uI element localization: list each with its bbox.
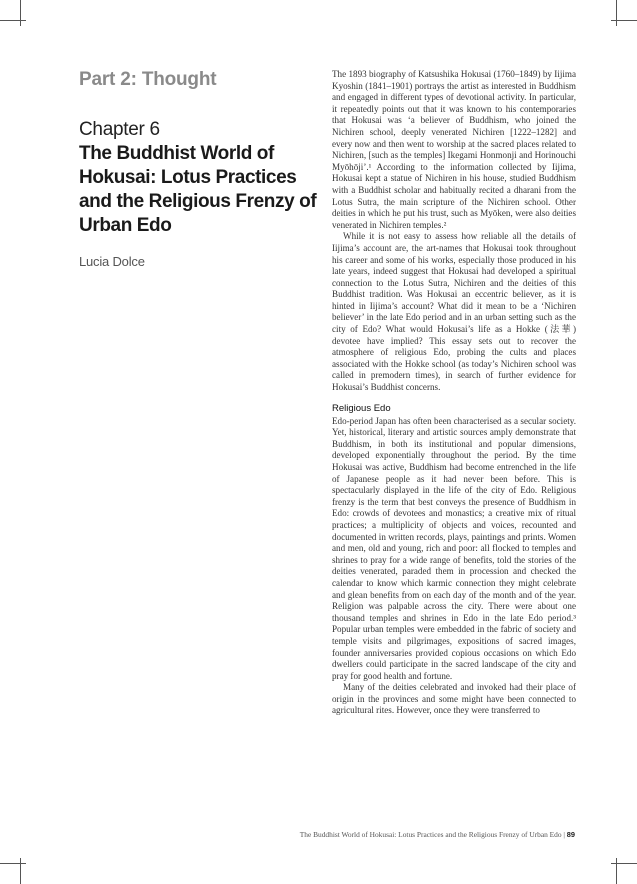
crop-mark-top-left (20, 0, 21, 26)
crop-mark-top-right-h (611, 20, 637, 21)
crop-mark-bottom-right (616, 858, 617, 884)
crop-mark-bottom-left (20, 858, 21, 884)
page-footer (300, 830, 575, 839)
running-title: The Buddhist World of Hokusai: Lotus Practices and the Religious Frenzy of Urban Edo (299, 830, 562, 839)
paragraph: Edo-period Japan has often been characterised as a secular society. Yet, historical, literary and artistic sources amply demonstrate that Buddhism, in both its institutional and popular dimensions, developed exponentially throughout the period. By the time Hokusai was active, Buddhism had become entrenched in the life of Japanese people as it had never been before. This is spectacularly displayed in the life of the city of Edo. Religious frenzy is the term that best conveys the presence of Buddhism in Edo: crowds of devotees and monastics; a creative mix of ritual practices; a multiplicity of objects and voices, recounted and documented in written records, plays, paintings and prints. Women and men, old and young, rich and poor: all flocked to temples and shrines to pray for a wide range of benefits, told the stories of the deities venerated, paraded them in procession and checked the calendar to know which karmic connection they might celebrate and glean benefits from on each day of the month and of the year. Religion was palpable across the city. There were about one thousand temples and shrines in Edo in the late Edo period.³ Popular urban temples were embedded in the fabric of society and temple visits and pilgrimages, expositions of sacred images, founder anniversaries provided copious occasions on which Edo dwellers could participate in the sacred landscape of the city and pray for good health and fortune. (332, 415, 576, 681)
crop-mark-bottom-right-h (611, 863, 637, 864)
footer-separator: | (563, 830, 565, 839)
chapter-title: The Buddhist World of Hokusai: Lotus Practices and the Religious Frenzy of Urban Edo (79, 143, 317, 236)
chapter-number: Chapter 6 (79, 119, 160, 140)
crop-mark-bottom-left-h (0, 863, 26, 864)
paragraph: The 1893 biography of Katsushika Hokusai (1760–1849) by Iijima Kyoshin (1841–1901) portrays the artist as interested in Buddhism and engaged in different types of devotional activity. In particular, it repeatedly points out that it was known to his contemporaries that Hokusai was ‘a believer of Buddhism, who joined the Nichiren school, deeply venerated Nichiren [1222–1282] and every now and then went to worship at the sacred places related to Nichiren, [such as the temples] Ikegami Honmonji and Horinouchi Myōhōji’.¹ According to the information collected by Iijima, Hokusai kept a statue of Nichiren in his house, studied Buddhism with a Buddhist scholar and habitually recited a dharani from the Lotus Sutra, the main scripture of the Nichiren school. Other deities in which he put his trust, such as Myōken, were also deities venerated in Nichiren temples.² (332, 69, 576, 230)
chapter-header (79, 68, 324, 269)
part-title: Part 2: Thought (79, 69, 217, 90)
paragraph: While it is not easy to assess how reliable all the details of Iijima’s account are, the art-names that Hokusai took throughout his career and some of his works, especially those produced in his late years, indeed suggest that Hokusai had developed a spiritual connection to the Lotus Sutra, Nichiren and the deities of this Buddhist tradition. Was Hokusai an eccentric believer, as it is hinted in Iijima’s account? What did it mean to be a ‘Nichiren believer’ in the late Edo period and in an urban setting such as the city of Edo? What would Hokusai’s life as a Hokke (法華) devotee have implied? This essay sets out to recover the atmosphere of religious Edo, probing the cults and places associated with the Hokke school (as today’s Nichiren school was called in premodern times), in search of further evidence for Hokusai’s Buddhist concerns. (332, 231, 576, 393)
crop-mark-top-left-h (0, 20, 26, 21)
paragraph: Many of the deities celebrated and invoked had their place of origin in the provinces and some might have been connected to agricultural rites. However, once they were transferred to (332, 682, 576, 716)
crop-mark-top-right (616, 0, 617, 26)
author-name: Lucia Dolce (79, 254, 145, 269)
section-heading: Religious Edo (332, 402, 391, 414)
body-text (332, 69, 576, 717)
page-number: 89 (566, 830, 575, 839)
